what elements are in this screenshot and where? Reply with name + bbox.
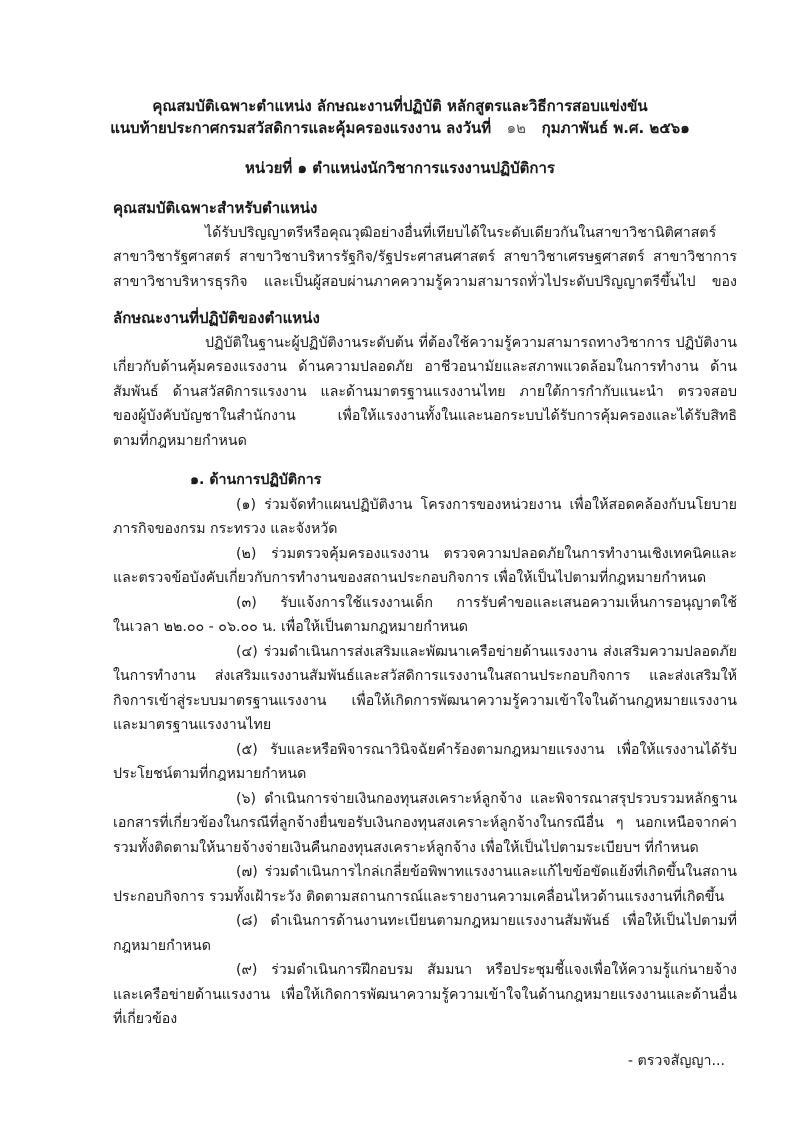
list-item-line: และตรวจข้อบังคับเกี่ยวกับการทำงานของสถานประกอบกิจการ เพื่อให้เป็นไปตามที่กฎหมายกำหนด [113, 570, 707, 586]
announcement-day: ๑๒ [506, 119, 527, 137]
announcement-month-year: กุมภาพันธ์ พ.ศ. ๒๕๖๑ [541, 119, 690, 137]
list-item-line: ภารกิจของกรม กระทรวง และจังหวัด [113, 521, 338, 537]
announcement-text: แนบท้ายประกาศกรมสวัสดิการและคุ้มครองแรงงาน ลงวันที่ [110, 119, 492, 137]
paragraph-line: สาขาวิชารัฐศาสตร์ สาขาวิชาบริหารรัฐกิจ/รัฐประศาสนศาสตร์ สาขาวิชาเศรษฐศาสตร์ สาขาวิชาการ [113, 249, 737, 265]
paragraph-line: ได้รับปริญญาตรีหรือคุณวุฒิอย่างอื่นที่เทียบได้ในระดับเดียวกันในสาขาวิชานิติศาสตร์ [205, 224, 717, 241]
qualifications-heading: คุณสมบัติเฉพาะสำหรับตำแหน่ง [113, 199, 318, 217]
operations-section [113, 468, 737, 1032]
list-item-line: ในการทำงาน ส่งเสริมแรงงานสัมพันธ์และสวัสดิการแรงงานในสถานประกอบกิจการ และส่งเสริมให้ [113, 668, 737, 684]
duties-heading: ลักษณะงานที่ปฏิบัติของตำแหน่ง [113, 309, 320, 327]
list-item-line: (๗) ร่วมดำเนินการไกล่เกลี่ยข้อพิพาทแรงงานและแก้ไขข้อขัดแย้งที่เกิดขึ้นในสถาน [236, 864, 737, 880]
list-item-line: (๑) ร่วมจัดทำแผนปฏิบัติงาน โครงการของหน่วยงาน เพื่อให้สอดคล้องกับนโยบาย [236, 496, 737, 513]
duties-section [113, 306, 737, 453]
list-item-line: (๓) รับแจ้งการใช้แรงงานเด็ก การรับคำขอและเสนอความเห็นการอนุญาตใช้ [236, 594, 737, 611]
paragraph-line: ตามที่กฎหมายกำหนด [113, 432, 247, 449]
list-item-line: ประโยชน์ตามที่กฎหมายกำหนด [113, 766, 307, 782]
paragraph-line: สาขาวิชาบริหารธุรกิจ และเป็นผู้สอบผ่านภาคความรู้ความสามารถทั่วไประดับปริญญาตรีขึ้นไป ของ [113, 273, 737, 290]
list-item-line: และมาตรฐานแรงงานไทย [113, 717, 272, 733]
qualifications-section [113, 196, 737, 294]
list-item-line: (๕) รับและหรือพิจารณาวินิจฉัยคำร้องตามกฎหมายแรงงาน เพื่อให้แรงงานได้รับ [236, 741, 737, 758]
document-title-line1: คุณสมบัติเฉพาะตำแหน่ง ลักษณะงานที่ปฏิบัติ หลักสูตรและวิธีการสอบแข่งขัน [152, 97, 648, 115]
unit-heading: หน่วยที่ ๑ ตำแหน่งนักวิชาการแรงงานปฏิบัติการ [245, 159, 555, 177]
list-item-line: กฎหมายกำหนด [113, 937, 211, 954]
list-item-line: (๖) ดำเนินการจ่ายเงินกองทุนสงเคราะห์ลูกจ้าง และพิจารณาสรุปรวบรวมหลักฐาน [236, 790, 737, 807]
paragraph-line: ปฏิบัติในฐานะผู้ปฏิบัติงานระดับต้น ที่ต้องใช้ความรู้ความสามารถทางวิชาการ ปฏิบัติงาน [205, 334, 737, 351]
list-item-line: รวมทั้งติดตามให้นายจ้างจ่ายเงินคืนกองทุนสงเคราะห์ลูกจ้าง เพื่อให้เป็นไปตามระเบียบฯ ที่กำหนด [113, 839, 699, 856]
list-item-line: ในเวลา ๒๒.๐๐ - ๐๖.๐๐ น. เพื่อให้เป็นตามกฎหมายกำหนด [113, 619, 469, 635]
list-item-line: เอกสารที่เกี่ยวข้องในกรณีที่ลูกจ้างยื่นขอรับเงินกองทุนสงเคราะห์ลูกจ้างในกรณีอื่น ๆ นอกเหนือจากค่า [113, 815, 737, 831]
document-title-line2 [0, 117, 800, 139]
list-item-line: (๘) ดำเนินการด้านงานทะเบียนตามกฎหมายแรงงานสัมพันธ์ เพื่อให้เป็นไปตามที่ [236, 913, 737, 929]
list-item-line: กิจการเข้าสู่ระบบมาตรฐานแรงงาน เพื่อให้เกิดการพัฒนาความรู้ความเข้าใจในด้านกฎหมายแรงงาน [113, 692, 737, 709]
list-item-line: (๒) ร่วมตรวจคุ้มครองแรงงาน ตรวจความปลอดภัยในการทำงานเชิงเทคนิคและ [236, 545, 737, 562]
paragraph-line: สัมพันธ์ ด้านสวัสดิการแรงงาน และด้านมาตรฐานแรงงานไทย ภายใต้การกำกับแนะนำ ตรวจสอบ [113, 383, 737, 400]
list-item-line: ที่เกี่ยวข้อง [113, 1011, 178, 1027]
list-item-line: ประกอบกิจการ รวมทั้งเฝ้าระวัง ติดตามสถานการณ์และรายงานความเคลื่อนไหวด้านแรงงานที่เกิดขึ้น [113, 888, 725, 905]
paragraph-line: เกี่ยวกับด้านคุ้มครองแรงงาน ด้านความปลอดภัย อาชีวอนามัยและสภาพแวดล้อมในการทำงาน ด้าน [113, 359, 737, 375]
list-item-line: และเครือข่ายด้านแรงงาน เพื่อให้เกิดการพัฒนาความรู้ความเข้าใจในด้านกฎหมายแรงงานและด้านอื่น [113, 986, 737, 1003]
continued-marker: - ตรวจสัญญา... [627, 1053, 725, 1069]
operations-heading: ๑. ด้านการปฏิบัติการ [190, 472, 322, 488]
list-item-line: (๙) ร่วมดำเนินการฝึกอบรม สัมมนา หรือประชุมชี้แจงเพื่อให้ความรู้แก่นายจ้าง [236, 962, 737, 978]
list-item-line: (๔) ร่วมดำเนินการส่งเสริมและพัฒนาเครือข่ายด้านแรงงาน ส่งเสริมความปลอดภัย [236, 643, 737, 660]
paragraph-line: ของผู้บังคับบัญชาในสำนักงาน เพื่อให้แรงงานทั้งในและนอกระบบได้รับการคุ้มครองและได้รับสิทธิ [113, 408, 737, 424]
